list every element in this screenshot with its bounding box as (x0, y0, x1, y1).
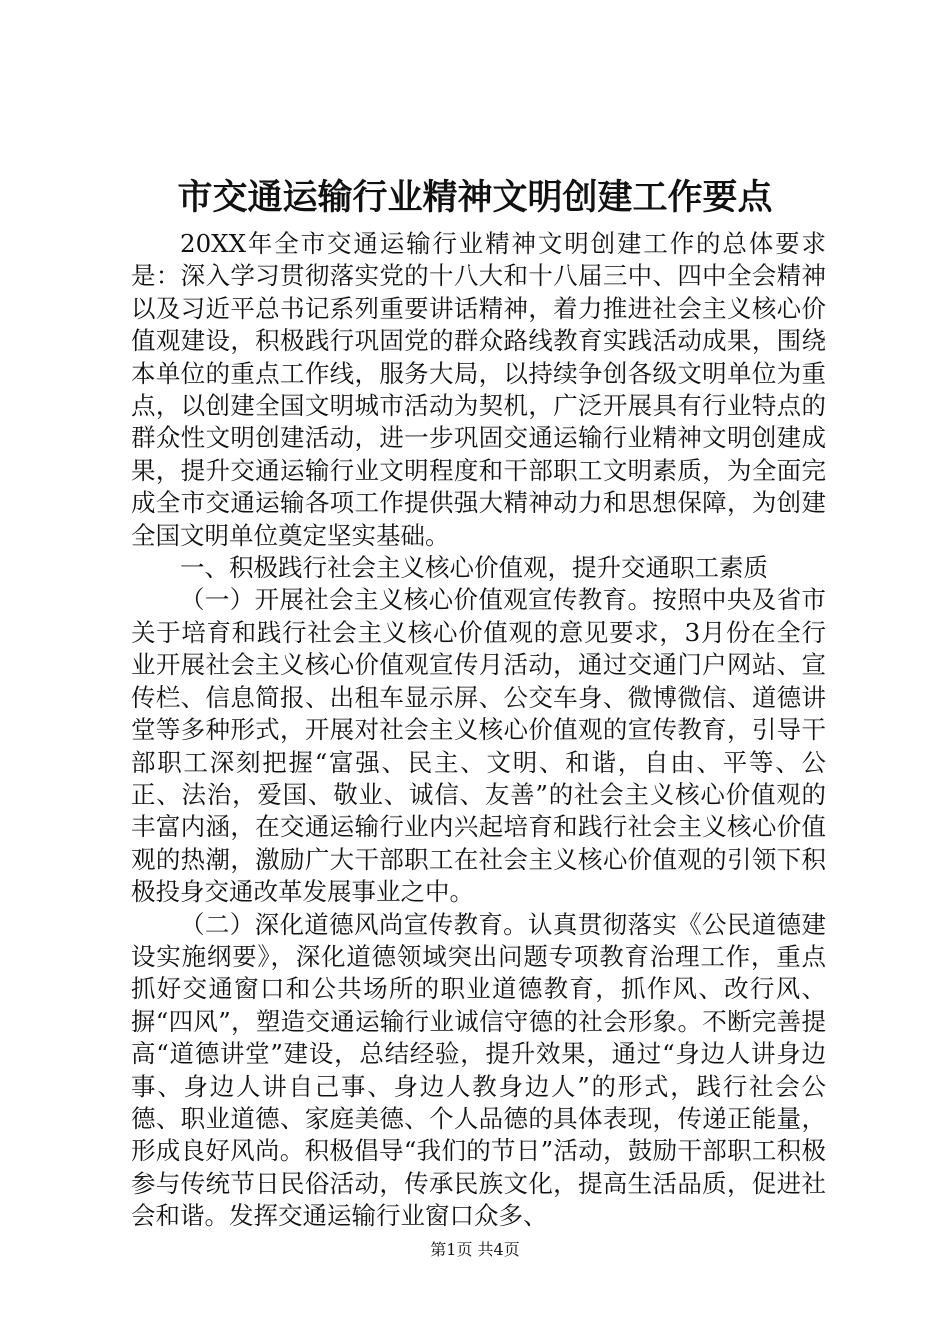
document-title: 市交通运输行业精神文明创建工作要点 (177, 177, 773, 218)
paragraph-overall-requirements: 20XX年全市交通运输行业精神文明创建工作的总体要求是：深入学习贯彻落实党的十八大和十八届三中、四中全会精神以及习近平总书记系列重要讲话精神，着力推进社会主义核心价值观建设，积极践行巩固党的群众路线教育实践活动成果，围绕本单位的重点工作线，服务大局，以持续争创各级文明单位为重点，以创建全国文明城市活动为契机，广泛开展具有行业特点的群众性文明创建活动，进一步巩固交通运输行业精神文明创建成果，提升交通运输行业文明程度和干部职工文明素质，为全面完成全市交通运输各项工作提供强大精神动力和思想保障，为创建全国文明单位奠定坚实基础。 (131, 229, 826, 550)
paragraph-core-values-education: （一）开展社会主义核心价值观宣传教育。按照中央及省市关于培育和践行社会主义核心价值观的意见要求，3月份在全行业开展社会主义核心价值观宣传月活动，通过交通门户网站、宣传栏、信息简报、出租车显示屏、公交车身、微博微信、道德讲堂等多种形式，开展对社会主义核心价值观的宣传教育，引导干部职工深刻把握“富强、民主、文明、和谐，自由、平等、公正、法治，爱国、敬业、诚信、友善”的社会主义核心价值观的丰富内涵，在交通运输行业内兴起培育和践行社会主义核心价值观的热潮，激励广大干部职工在社会主义核心价值观的引领下积极投身交通改革发展事业之中。 (131, 585, 826, 907)
paragraph-moral-education: （二）深化道德风尚宣传教育。认真贯彻落实《公民道德建设实施纲要》，深化道德领域突出问题专项教育治理工作，重点抓好交通窗口和公共场所的职业道德教育，抓作风、改行风、摒“四风”，塑造交通运输行业诚信守德的社会形象。不断完善提高“道德讲堂”建设，总结经验，提升效果，通过“身边人讲身边事、身边人讲自己事、身边人教身边人”的形式，践行社会公德、职业道德、家庭美德、个人品德的具体表现，传递正能量，形成良好风尚。积极倡导“我们的节日”活动，鼓励干部职工积极参与传统节日民俗活动，传承民族文化，提高生活品质，促进社会和谐。发挥交通运输行业窗口众多、 (131, 909, 826, 1231)
document-body (131, 228, 826, 1233)
page-footer: 第1页 共4页 (430, 1240, 520, 1259)
section-heading-1: 一、积极践行社会主义核心价值观，提升交通职工素质 (180, 553, 768, 583)
